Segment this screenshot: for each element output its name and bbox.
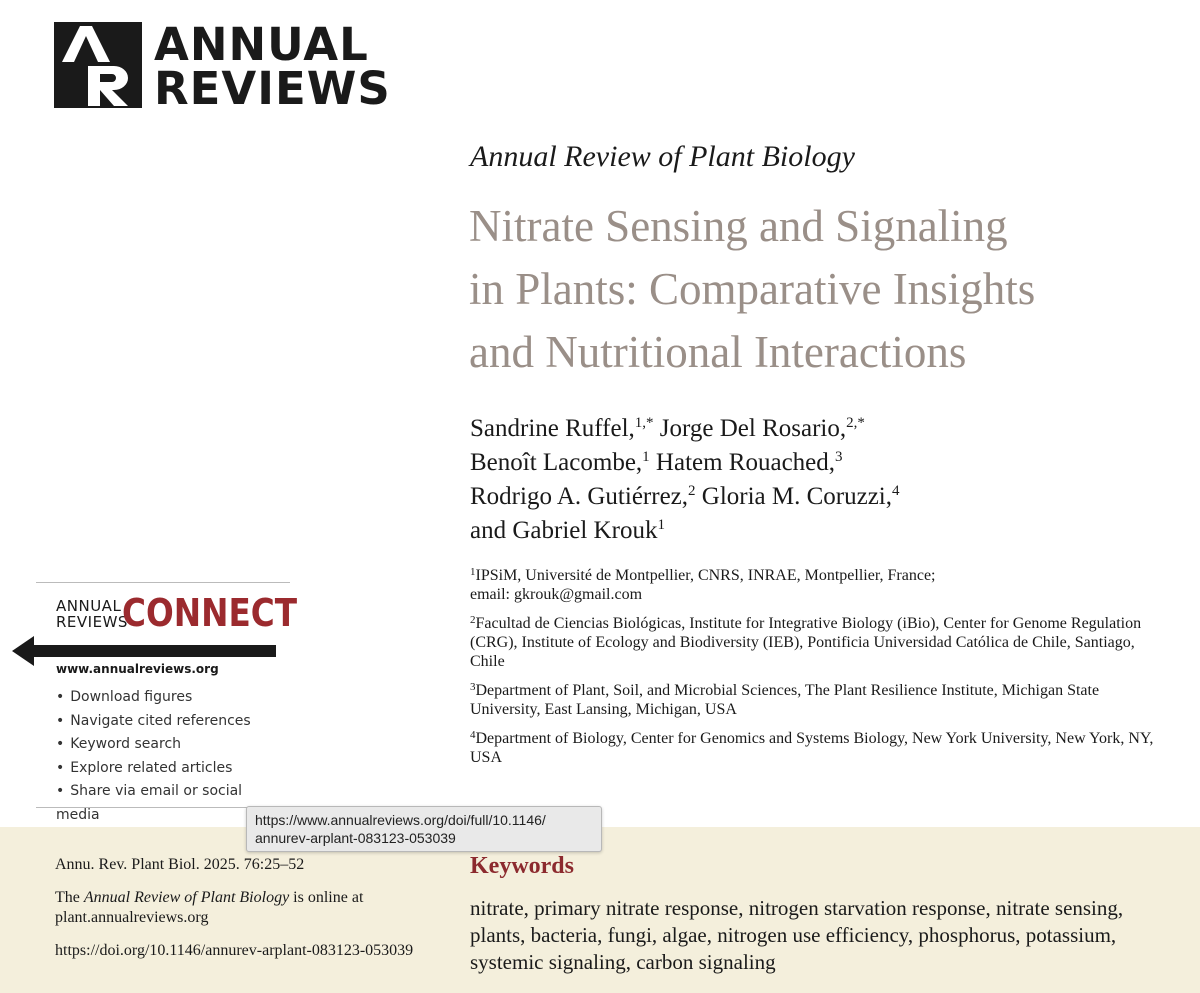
title-line: Nitrate Sensing and Signaling (469, 201, 1008, 251)
citation-online-pre: The (55, 889, 84, 906)
title-line: in Plants: Comparative Insights (469, 264, 1036, 314)
author-sup: 1 (657, 517, 665, 533)
author-sup: 2 (688, 483, 696, 499)
keywords-heading: Keywords (470, 853, 574, 879)
tooltip-line: annurev-arplant-083123-053039 (255, 830, 456, 846)
link-url-tooltip (246, 806, 602, 852)
author-name[interactable]: Rodrigo A. Gutiérrez, (470, 483, 689, 510)
affiliation-item (470, 681, 1170, 719)
connect-title: CONNECT (122, 591, 298, 635)
author-line (470, 412, 900, 446)
list-item: • Download figures (56, 686, 290, 710)
citation-online (55, 888, 435, 928)
author-name[interactable]: Gloria M. Coruzzi, (701, 483, 892, 510)
connect-small-annual: ANNUAL (56, 597, 122, 615)
title-line: and Nutritional Interactions (469, 327, 967, 377)
list-item: • Explore related articles (56, 757, 290, 781)
author-list (470, 412, 900, 548)
author-name[interactable]: and Gabriel Krouk (470, 517, 658, 544)
logo-word-reviews: REVIEWS (154, 62, 391, 115)
author-sup: 1,* (634, 415, 654, 431)
affiliation-num: 4 (470, 729, 476, 741)
divider (36, 582, 290, 583)
affiliation-item (470, 614, 1170, 671)
author-sup: 2,* (846, 415, 865, 431)
author-name[interactable]: Sandrine Ruffel, (470, 415, 635, 442)
author-line (470, 514, 900, 548)
affiliation-num: 2 (470, 614, 476, 626)
affiliation-item (470, 729, 1170, 767)
citation-online-journal: Annual Review of Plant Biology (83, 889, 290, 906)
list-item: • Keyword search (56, 733, 290, 757)
citation-online-post: is online at plant.annualreviews.org (55, 889, 364, 926)
citation-doi-link[interactable]: https://doi.org/10.1146/annurev-arplant-083123-053039 (55, 942, 414, 959)
affiliation-num: 1 (470, 566, 476, 578)
connect-small-reviews: REVIEWS (56, 613, 128, 631)
ar-logo-mark-icon (54, 22, 142, 108)
citation-ref: Annu. Rev. Plant Biol. 2025. 76:25–52 (55, 856, 305, 873)
list-item: • Share via email or social media (56, 780, 290, 827)
author-name[interactable]: Benoît Lacombe, (470, 449, 643, 476)
affiliation-text: IPSiM, Université de Montpellier, CNRS, INRAE, Montpellier, France; (475, 567, 936, 584)
affiliation-num: 3 (470, 681, 476, 693)
affiliations (470, 566, 1170, 777)
logo-word-annual: ANNUAL (154, 18, 369, 71)
annual-reviews-logo[interactable] (54, 18, 391, 115)
tooltip-line: https://www.annualreviews.org/doi/full/10.1146/ (255, 812, 546, 828)
author-line (470, 446, 900, 480)
list-item: • Navigate cited references (56, 710, 290, 734)
affiliation-item (470, 566, 1170, 604)
author-sup: 1 (642, 449, 650, 465)
affiliation-email[interactable]: email: gkrouk@gmail.com (470, 586, 643, 603)
author-line (470, 480, 900, 514)
author-sup: 3 (835, 449, 843, 465)
author-name[interactable]: Hatem Rouached, (655, 449, 836, 476)
connect-url[interactable]: www.annualreviews.org (56, 662, 219, 676)
journal-name: Annual Review of Plant Biology (470, 140, 855, 173)
article-title (469, 195, 1179, 384)
author-sup: 4 (892, 483, 900, 499)
affiliation-text: Department of Biology, Center for Genomics and Systems Biology, New York University, New York, NY, USA (470, 730, 1154, 766)
affiliation-text: Department of Plant, Soil, and Microbial Sciences, The Plant Resilience Institute, Michigan State University, East Lansing, Michigan, USA (470, 682, 1100, 718)
author-name[interactable]: Jorge Del Rosario, (659, 415, 847, 442)
affiliation-text: Facultad de Ciencias Biológicas, Institute for Integrative Biology (iBio), Center for Genome Regulation (CRG), Institute of Ecology and Biodiversity (IEB), Pontificia Universidad Católica de Chile, Santiago, Chile (470, 615, 1142, 670)
citation-block (55, 855, 435, 974)
keywords-text: nitrate, primary nitrate response, nitrogen starvation response, nitrate sensing, plants, bacteria, fungi, algae, nitrogen use efficiency, phosphorus, potassium, systemic signaling, carbon signaling (470, 896, 1124, 974)
annual-reviews-connect-box[interactable] (36, 582, 298, 823)
